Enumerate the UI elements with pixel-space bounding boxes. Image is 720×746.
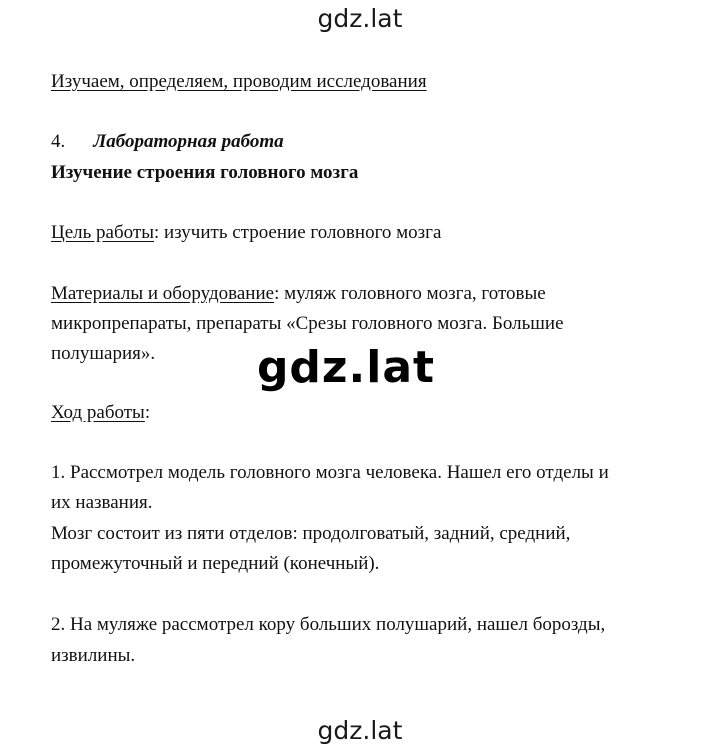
lab-header bbox=[51, 131, 284, 153]
procedure-colon: : bbox=[144, 402, 151, 423]
step-2-line-2: извилины. bbox=[51, 645, 136, 666]
materials-line-1 bbox=[51, 283, 546, 305]
lab-number: 4. bbox=[51, 131, 66, 152]
step-1-line-4: промежуточный и передний (конечный). bbox=[51, 553, 380, 574]
goal-label: Цель работы bbox=[51, 222, 154, 243]
lab-title: Изучение строения головного мозга bbox=[51, 162, 359, 183]
procedure-label: Ход работы bbox=[51, 402, 145, 423]
step-1-line-1: 1. Рассмотрел модель головного мозга человека. Нашел его отделы и bbox=[51, 462, 609, 483]
goal-line bbox=[51, 222, 441, 244]
procedure-heading bbox=[51, 402, 150, 424]
watermark-top: gdz.lat bbox=[317, 4, 403, 33]
materials-line-3: полушария». bbox=[51, 343, 156, 364]
lab-type: Лабораторная работа bbox=[93, 131, 284, 152]
step-2-line-1: 2. На муляже рассмотрел кору больших полушарий, нашел борозды, bbox=[51, 614, 606, 635]
step-1-line-2: их названия. bbox=[51, 492, 153, 513]
materials-label: Материалы и оборудование bbox=[51, 283, 275, 304]
goal-text: : изучить строение головного мозга bbox=[153, 222, 442, 243]
materials-line-2: микропрепараты, препараты «Срезы головного мозга. Большие bbox=[51, 313, 564, 334]
section-heading: Изучаем, определяем, проводим исследования bbox=[51, 71, 427, 92]
watermark-center: gdz.lat bbox=[256, 342, 436, 393]
materials-text-1: : муляж головного мозга, готовые bbox=[274, 283, 546, 304]
watermark-bottom: gdz.lat bbox=[317, 716, 403, 745]
step-1-line-3: Мозг состоит из пяти отделов: продолговатый, задний, средний, bbox=[51, 523, 571, 544]
